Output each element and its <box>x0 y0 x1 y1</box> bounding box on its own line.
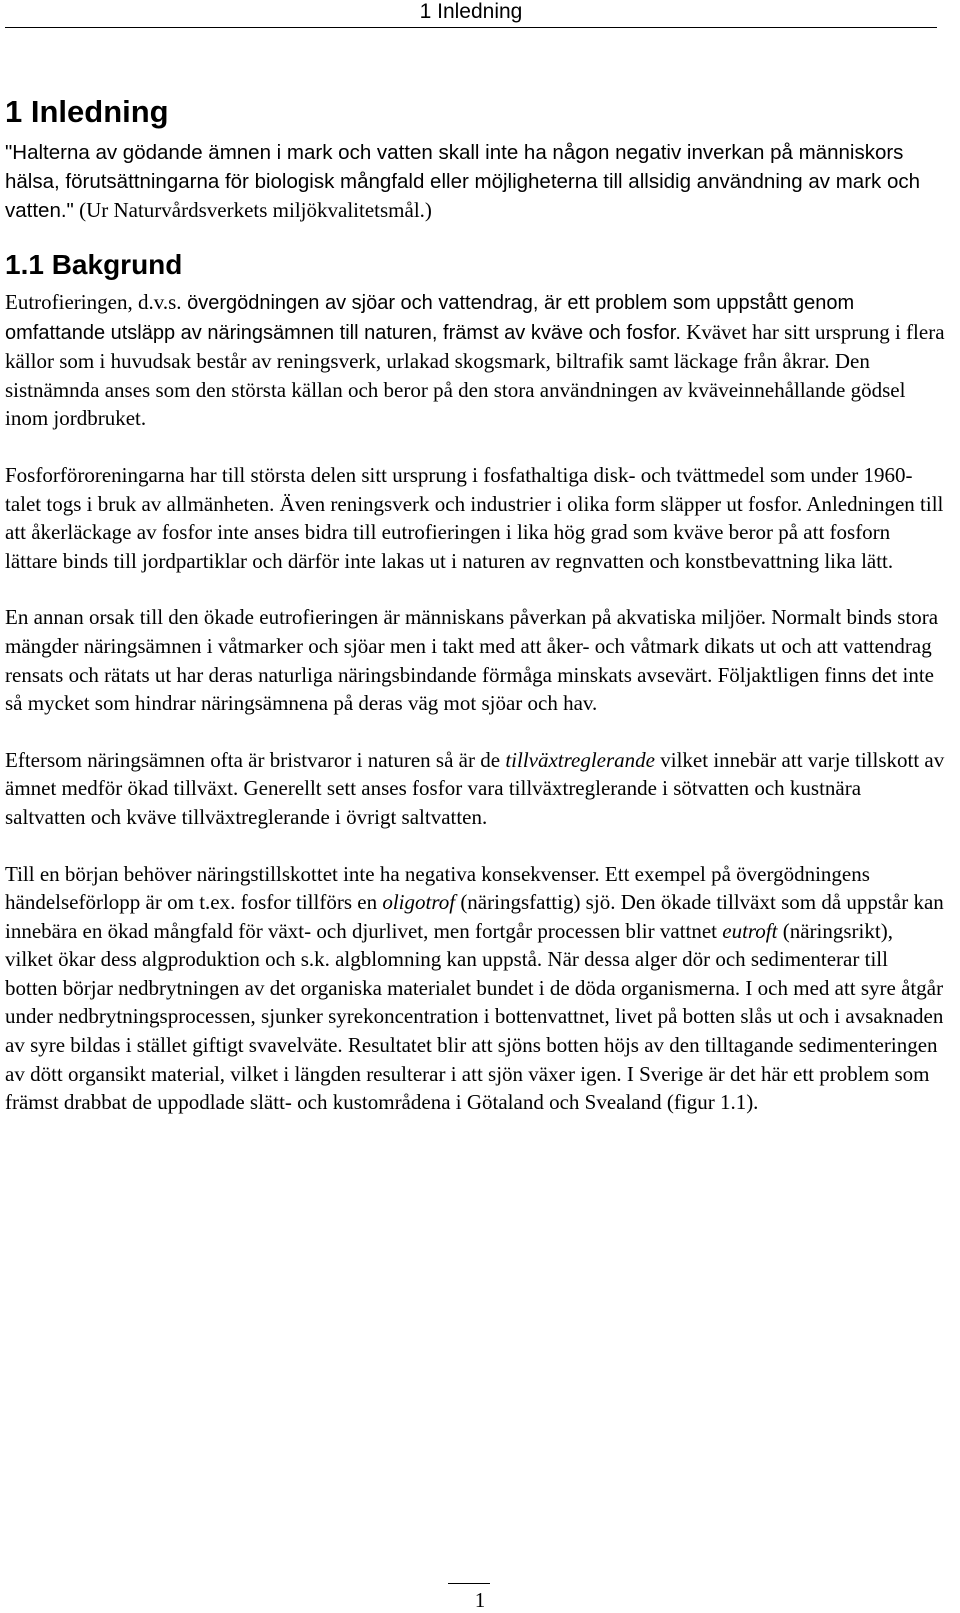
paragraph-1-rest: Kvävet har sitt ursprung i flera källor som i huvudsak består av reningsverk, urlakad skogsmark, biltrafik samt läckage från åkrar. Den sistnämnda anses som den största källan och beror på den stora användningen av kväveinnehållande gödsel inom jordbruket. <box>5 319 945 431</box>
paragraph-5-part-a: Till en början behöver näringstillskottet inte ha negativa konsekvenser. Ett exempel på övergödningens händelseförlopp är om t.ex. fosfor tillförs en <box>5 861 870 915</box>
running-title: 1 Inledning <box>419 0 523 23</box>
paragraph-1-lead-sans: övergödningen av sjöar och vattendrag, är ett problem som uppstått genom omfattande utsläpp av näringsämnen till naturen, främst av kväve och fosfor. <box>5 292 855 344</box>
footer-rule <box>448 1583 490 1584</box>
paragraph-5-part-b: (näringsfattig) sjö. Den ökade tillväxt som då uppstår kan innebära en ökad mångfald för växt- och djurlivet, men fortgår processen blir vattnet <box>5 890 944 943</box>
chapter-quote <box>5 138 945 225</box>
term-oligotrof: oligotrof <box>382 890 456 915</box>
paragraph-4-part-a: Eftersom näringsämnen ofta är bristvaror i naturen så är de <box>5 747 506 772</box>
paragraph-5-part-c: (näringsrikt), vilket ökar dess algproduktion och s.k. algblomning kan uppstå. När dessa alger dör och sedimenterar till botten börjar nedbrytningen av det organiska materialet bundet i de döda organismerna. I och med att syre åtgår under nedbrytningsprocessen, sjunker syrekoncentration i bottenvattnet, livet på botten slås ut och i avsaknaden av syre bildas i stället giftigt svavelväte. Resultatet blir att sjöns botten höjs av den tilltagande sedimenteringen av dött organsikt material, vilket i längden resulterar i att sjön växer igen. I Sverige är det här ett problem som främst drabbat de uppodlade slätt- och kustområdena i Götaland och Svealand (figur 1.1). <box>5 918 944 1115</box>
paragraph-1 <box>5 288 945 433</box>
paragraph-4 <box>5 746 945 832</box>
page-number: 1 <box>474 1588 486 1612</box>
quote-source: (Ur Naturvårdsverkets miljökvalitetsmål.) <box>73 198 432 222</box>
term-tillvaxtreglerande: tillväxtreglerande <box>505 747 655 772</box>
page-content <box>5 86 945 1145</box>
paragraph-5 <box>5 860 945 1117</box>
section-title: 1.1 Bakgrund <box>5 249 183 280</box>
running-header <box>5 0 937 28</box>
paragraph-1-lead-serif: Eutrofieringen, d.v.s. <box>5 290 182 314</box>
paragraph-3: En annan orsak till den ökade eutrofieringen är människans påverkan på akvatiska miljöer. Normalt binds stora mängder näringsämnen i våtmarker och sjöar men i takt med att åker- och våtmark dikats ut och att vattendrag rensats och rätats ut har deras naturliga näringsbindande förmåga minskats avsevärt. Följaktligen finns det inte så mycket som hindrar näringsämnena på deras väg mot sjöar och hav. <box>5 605 939 716</box>
paragraph-2: Fosforföroreningarna har till största delen sitt ursprung i fosfathaltiga disk- och tvättmedel som under 1960-talet togs i bruk av allmänheten. Även reningsverk och industrier i olika form släpper ut fosfor. Anledningen till att åkerläckage av fosfor inte anses bidra till eutrofieringen i lika hög grad som kväve beror på att fosforn lättare binds till jordpartiklar och därför inte lakas ut i naturen av regnvatten och konstbevattning lika lätt. <box>5 462 944 573</box>
term-eutroft: eutroft <box>722 918 778 943</box>
chapter-title: 1 Inledning <box>5 94 169 129</box>
page-footer <box>0 1588 960 1613</box>
paragraph-4-part-b: vilket innebär att varje tillskott av ämnet medför ökad tillväxt. Generellt sett anses fosfor vara tillväxtreglerande i sötvatten och kustnära saltvatten och kväve tillväxtreglerande i övrigt saltvatten. <box>5 747 945 829</box>
quote-text: "Halterna av gödande ämnen i mark och vatten skall inte ha någon negativ inverkan på människors hälsa, förutsättningarna för biologisk mångfald eller möjligheterna till allsidig användning av mark och vatten." <box>5 141 921 222</box>
